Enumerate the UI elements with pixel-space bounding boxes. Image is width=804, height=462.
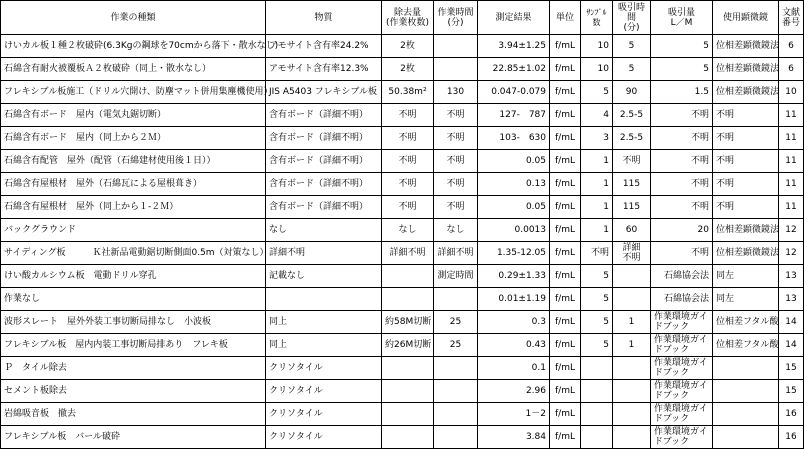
cell-ref: 16	[779, 403, 804, 426]
header-method: 使用顕微鏡	[713, 1, 779, 35]
cell-unit: f/mL	[550, 403, 581, 426]
cell-work-time	[434, 403, 478, 426]
cell-task: セメント板除去	[1, 380, 266, 403]
cell-task: フレキシブル板 バール破砕	[1, 426, 266, 449]
cell-work-time	[434, 58, 478, 81]
cell-method: 位相差顕微鏡法	[713, 81, 779, 104]
cell-method: 位相差フタル酸	[713, 311, 779, 334]
cell-ref: 11	[779, 127, 804, 150]
cell-work-time: 130	[434, 81, 478, 104]
cell-result: 3.84	[478, 426, 550, 449]
cell-unit: f/mL	[550, 426, 581, 449]
cell-samples	[581, 380, 613, 403]
cell-unit: f/mL	[550, 334, 581, 357]
cell-work-time: 25	[434, 334, 478, 357]
cell-result: 0.29±1.33	[478, 265, 550, 288]
cell-task: サイディング板 Ｋ社新品電動鋸切断側面0.5m（対策なし）	[1, 242, 266, 265]
cell-removal	[382, 288, 434, 311]
cell-suction-vol: 5	[651, 58, 713, 81]
cell-samples: 1	[581, 150, 613, 173]
cell-method: 位相差フタル酸	[713, 334, 779, 357]
cell-method: 不明	[713, 150, 779, 173]
cell-result: 127- 787	[478, 104, 550, 127]
cell-suction-vol: 作業環境ガイドブック	[651, 334, 713, 357]
cell-suction-time: 2.5-5	[613, 104, 651, 127]
cell-work-time: 不明	[434, 173, 478, 196]
cell-result: 3.94±1.25	[478, 35, 550, 58]
cell-work-time	[434, 35, 478, 58]
table-row	[1, 265, 804, 288]
cell-method	[713, 403, 779, 426]
cell-material: 含有ボード（詳細不明）	[266, 173, 382, 196]
cell-suction-time: 1	[613, 334, 651, 357]
cell-result: 0.05	[478, 196, 550, 219]
cell-samples: 5	[581, 265, 613, 288]
cell-result: 103- 630	[478, 127, 550, 150]
cell-task: フレキシブル板 屋内内装工事切断局排あり フレキ板	[1, 334, 266, 357]
cell-unit: f/mL	[550, 58, 581, 81]
table-row	[1, 311, 804, 334]
cell-ref: 11	[779, 173, 804, 196]
cell-unit: f/mL	[550, 81, 581, 104]
table-row	[1, 288, 804, 311]
cell-ref: 6	[779, 58, 804, 81]
cell-ref: 15	[779, 357, 804, 380]
cell-samples: 5	[581, 81, 613, 104]
cell-ref: 13	[779, 288, 804, 311]
cell-ref: 12	[779, 219, 804, 242]
cell-suction-time	[613, 380, 651, 403]
cell-material: 同上	[266, 311, 382, 334]
cell-suction-vol: 不明	[651, 127, 713, 150]
cell-task: 波形スレート 屋外外装工事切断局排なし 小波板	[1, 311, 266, 334]
cell-task: 石綿含有耐火被覆板Ａ２枚破砕（同上・散水なし）	[1, 58, 266, 81]
cell-unit: f/mL	[550, 242, 581, 265]
cell-method: 不明	[713, 196, 779, 219]
cell-suction-vol: 作業環境ガイドブック	[651, 357, 713, 380]
cell-work-time: 25	[434, 311, 478, 334]
cell-work-time: 不明	[434, 196, 478, 219]
cell-work-time: 不明	[434, 104, 478, 127]
cell-removal: 不明	[382, 127, 434, 150]
cell-suction-vol: 石綿協会法	[651, 265, 713, 288]
cell-ref: 11	[779, 104, 804, 127]
cell-method: 位相差顕微鏡法	[713, 242, 779, 265]
cell-result: 0.05	[478, 150, 550, 173]
header-ref: 文献 番号	[779, 1, 804, 35]
cell-suction-time: 詳細 不明	[613, 242, 651, 265]
cell-task: けいカル板１種２枚破砕(6.3Kgの鋼球を70cmから落下・散水なし)	[1, 35, 266, 58]
cell-unit: f/mL	[550, 265, 581, 288]
cell-material: 記載なし	[266, 265, 382, 288]
cell-suction-vol: 5	[651, 35, 713, 58]
cell-suction-time	[613, 288, 651, 311]
cell-method: 位相差顕微鏡法	[713, 35, 779, 58]
cell-suction-time: 2.5-5	[613, 127, 651, 150]
cell-samples	[581, 357, 613, 380]
cell-method: 不明	[713, 173, 779, 196]
cell-unit: f/mL	[550, 35, 581, 58]
cell-ref: 16	[779, 426, 804, 449]
cell-samples: 4	[581, 104, 613, 127]
table-row	[1, 150, 804, 173]
cell-samples: 1	[581, 173, 613, 196]
cell-removal	[382, 426, 434, 449]
cell-task: Ｐ タイル除去	[1, 357, 266, 380]
cell-material	[266, 288, 382, 311]
table-row	[1, 81, 804, 104]
cell-result: 2.96	[478, 380, 550, 403]
cell-removal: 不明	[382, 104, 434, 127]
cell-ref: 11	[779, 150, 804, 173]
cell-samples: 10	[581, 35, 613, 58]
cell-result: 0.13	[478, 173, 550, 196]
cell-samples: 5	[581, 288, 613, 311]
cell-task: 石綿含有ボード 屋内（電気丸鋸切断）	[1, 104, 266, 127]
table-row	[1, 334, 804, 357]
cell-suction-time: 115	[613, 196, 651, 219]
table-row	[1, 173, 804, 196]
cell-task: 作業なし	[1, 288, 266, 311]
cell-suction-time: 115	[613, 173, 651, 196]
cell-work-time	[434, 426, 478, 449]
cell-result: 1.35-12.05	[478, 242, 550, 265]
cell-result: 0.0013	[478, 219, 550, 242]
cell-result: 0.047-0.079	[478, 81, 550, 104]
cell-work-time: 詳細不明	[434, 242, 478, 265]
cell-unit: f/mL	[550, 104, 581, 127]
table-row	[1, 127, 804, 150]
table-row	[1, 242, 804, 265]
cell-method: 位相差顕微鏡法	[713, 219, 779, 242]
cell-unit: f/mL	[550, 219, 581, 242]
cell-material: 詳細不明	[266, 242, 382, 265]
cell-task: 石綿含有屋根材 屋外（同上から１-２Ｍ）	[1, 196, 266, 219]
header-work-time: 作業時間 (分)	[434, 1, 478, 35]
cell-samples: 不明	[581, 242, 613, 265]
cell-samples: 10	[581, 58, 613, 81]
cell-ref: 6	[779, 35, 804, 58]
cell-unit: f/mL	[550, 357, 581, 380]
table-row	[1, 403, 804, 426]
cell-suction-time	[613, 357, 651, 380]
cell-method	[713, 380, 779, 403]
cell-ref: 10	[779, 81, 804, 104]
cell-unit: f/mL	[550, 380, 581, 403]
cell-work-time: 測定時間	[434, 265, 478, 288]
cell-removal: 2枚	[382, 35, 434, 58]
cell-samples	[581, 403, 613, 426]
table-row	[1, 426, 804, 449]
cell-material: 含有ボード（詳細不明）	[266, 127, 382, 150]
cell-method: 同左	[713, 265, 779, 288]
cell-suction-vol: 作業環境ガイドブック	[651, 403, 713, 426]
cell-result: 0.1	[478, 357, 550, 380]
cell-samples: 3	[581, 127, 613, 150]
cell-material: アモサイト含有率24.2%	[266, 35, 382, 58]
cell-task: 石綿含有配管 屋外（配管（石綿建材使用後１日））	[1, 150, 266, 173]
cell-method	[713, 426, 779, 449]
cell-suction-time: 90	[613, 81, 651, 104]
cell-suction-vol: 20	[651, 219, 713, 242]
cell-suction-time: 5	[613, 58, 651, 81]
cell-material: クリソタイル	[266, 357, 382, 380]
cell-removal: 詳細不明	[382, 242, 434, 265]
cell-removal: 約58M切断	[382, 311, 434, 334]
header-samples: ｻﾝﾌﾟﾙ数	[581, 1, 613, 35]
cell-result: 22.85±1.02	[478, 58, 550, 81]
cell-method: 同左	[713, 288, 779, 311]
cell-ref: 15	[779, 380, 804, 403]
header-result: 測定結果	[478, 1, 550, 35]
cell-result: 0.01±1.19	[478, 288, 550, 311]
cell-task: 石綿含有屋根材 屋外（石綿瓦による屋根葺き）	[1, 173, 266, 196]
cell-suction-vol: 不明	[651, 150, 713, 173]
header-suction-time: 吸引時間 (分)	[613, 1, 651, 35]
cell-method: 位相差顕微鏡法	[713, 58, 779, 81]
cell-work-time: なし	[434, 219, 478, 242]
cell-samples: 1	[581, 196, 613, 219]
table-row	[1, 219, 804, 242]
table-row	[1, 58, 804, 81]
cell-samples: 5	[581, 311, 613, 334]
cell-method: 不明	[713, 104, 779, 127]
cell-unit: f/mL	[550, 150, 581, 173]
cell-result: 0.43	[478, 334, 550, 357]
cell-suction-vol: 不明	[651, 173, 713, 196]
table-row	[1, 35, 804, 58]
cell-task: 岩綿吸音板 撤去	[1, 403, 266, 426]
header-row	[1, 1, 804, 35]
cell-material: 含有ボード（詳細不明）	[266, 104, 382, 127]
cell-material: クリソタイル	[266, 380, 382, 403]
cell-suction-vol: 不明	[651, 104, 713, 127]
cell-material: 含有ボード（詳細不明）	[266, 196, 382, 219]
cell-method: 不明	[713, 127, 779, 150]
cell-suction-vol: 作業環境ガイドブック	[651, 426, 713, 449]
cell-unit: f/mL	[550, 288, 581, 311]
cell-material: クリソタイル	[266, 426, 382, 449]
cell-suction-time	[613, 426, 651, 449]
cell-removal	[382, 357, 434, 380]
cell-ref: 11	[779, 196, 804, 219]
cell-suction-time	[613, 403, 651, 426]
cell-suction-vol: 1.5	[651, 81, 713, 104]
cell-ref: 12	[779, 242, 804, 265]
table-row	[1, 380, 804, 403]
cell-suction-vol: 作業環境ガイドブック	[651, 380, 713, 403]
table-row	[1, 196, 804, 219]
cell-removal: 約26M切断	[382, 334, 434, 357]
cell-material: アモサイト含有率12.3%	[266, 58, 382, 81]
cell-task: バックグラウンド	[1, 219, 266, 242]
cell-task: けい酸カルシウム板 電動ドリル穿孔	[1, 265, 266, 288]
cell-suction-time	[613, 265, 651, 288]
table-row	[1, 357, 804, 380]
cell-suction-vol: 石綿協会法	[651, 288, 713, 311]
cell-removal: 不明	[382, 196, 434, 219]
header-unit: 単位	[550, 1, 581, 35]
cell-unit: f/mL	[550, 196, 581, 219]
cell-removal: 50.38m²	[382, 81, 434, 104]
cell-material: 含有ボード（詳細不明）	[266, 150, 382, 173]
header-task: 作業の種類	[1, 1, 266, 35]
cell-work-time	[434, 380, 478, 403]
cell-work-time	[434, 288, 478, 311]
cell-work-time: 不明	[434, 127, 478, 150]
cell-result: 1－2	[478, 403, 550, 426]
cell-ref: 13	[779, 265, 804, 288]
cell-ref: 14	[779, 334, 804, 357]
cell-task: フレキシブル板施工（ドリル穴開け、防塵マット併用集塵機使用）	[1, 81, 266, 104]
cell-removal	[382, 380, 434, 403]
cell-work-time: 不明	[434, 150, 478, 173]
cell-material: 同上	[266, 334, 382, 357]
table-body	[1, 35, 804, 449]
cell-material: なし	[266, 219, 382, 242]
cell-removal: 不明	[382, 173, 434, 196]
cell-suction-time: 60	[613, 219, 651, 242]
cell-samples: 5	[581, 334, 613, 357]
cell-result: 0.3	[478, 311, 550, 334]
header-material: 物質	[266, 1, 382, 35]
cell-material: クリソタイル	[266, 403, 382, 426]
cell-suction-vol: 不明	[651, 242, 713, 265]
cell-samples: 1	[581, 219, 613, 242]
cell-unit: f/mL	[550, 127, 581, 150]
cell-suction-time: 5	[613, 35, 651, 58]
cell-material: JIS A5403 フレキシブル板	[266, 81, 382, 104]
cell-work-time	[434, 357, 478, 380]
cell-removal: 2枚	[382, 58, 434, 81]
cell-suction-vol: 不明	[651, 196, 713, 219]
header-suction-vol: 吸引量 L／M	[651, 1, 713, 35]
cell-method	[713, 357, 779, 380]
header-removal: 除去量 (作業枚数)	[382, 1, 434, 35]
cell-suction-time: 不明	[613, 150, 651, 173]
cell-task: 石綿含有ボード 屋内（同上から２Ｍ）	[1, 127, 266, 150]
cell-removal	[382, 403, 434, 426]
cell-removal	[382, 265, 434, 288]
table-row	[1, 104, 804, 127]
cell-samples	[581, 426, 613, 449]
cell-removal: なし	[382, 219, 434, 242]
cell-ref: 14	[779, 311, 804, 334]
cell-suction-vol: 作業環境ガイドブック	[651, 311, 713, 334]
cell-unit: f/mL	[550, 311, 581, 334]
cell-suction-time: 1	[613, 311, 651, 334]
cell-removal: 不明	[382, 150, 434, 173]
cell-unit: f/mL	[550, 173, 581, 196]
